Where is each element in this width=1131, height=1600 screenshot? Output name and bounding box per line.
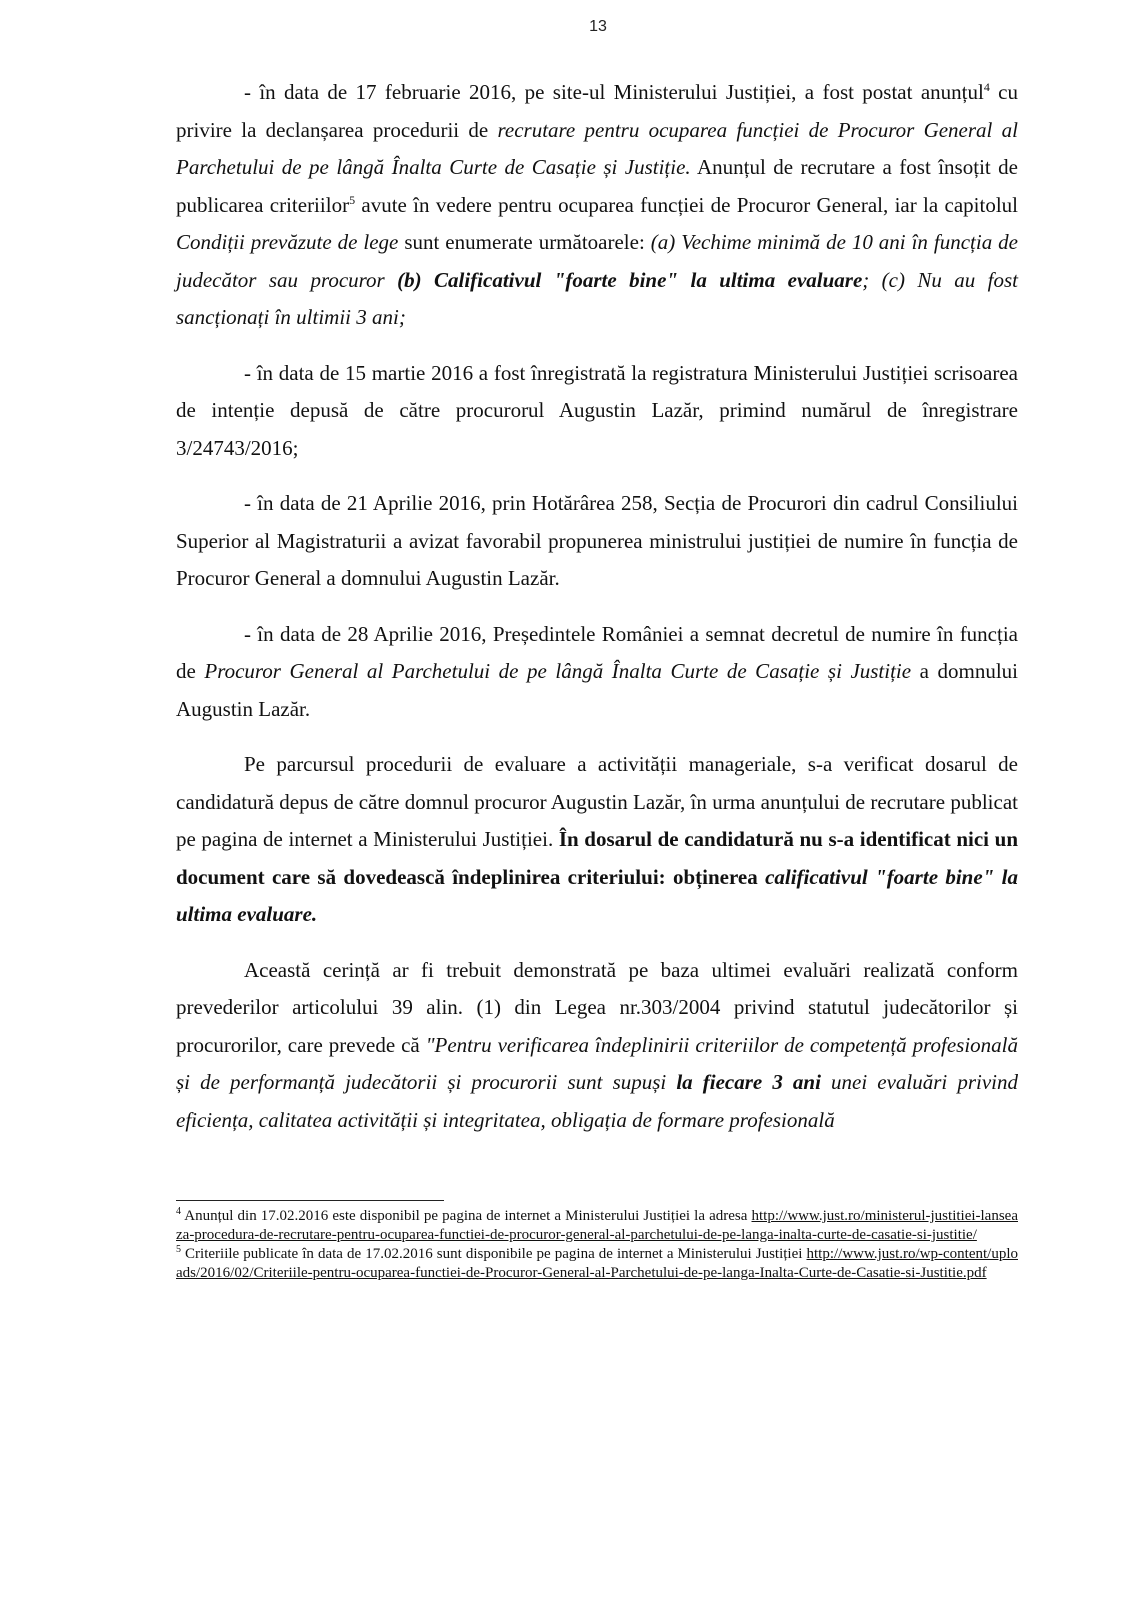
document-body	[176, 74, 1018, 1157]
paragraph-announcement: - în data de 17 februarie 2016, pe site-ul Ministerului Justiției, a fost postat anunțul$^4$ cu privire la declanșarea procedurii de recrutare pentru ocuparea funcției de Procuror General al Parchetului de pe lângă Înalta Curte de Casație și Justiție. Anunțul de recrutare a fost însoțit de publicarea criteriilor$^5$ avute în vedere pentru ocuparea funcției de Procuror General, iar la capitolul Condiții prevăzute de lege sunt enumerate următoarele: (a) Vechime minimă de 10 ani în funcția de judecător sau procuror (b) Calificativul "foarte bine" la ultima evaluare; (c) Nu au fost sancționați în ultimii 3 ani;	[176, 80, 1019, 329]
page-number: 13	[589, 18, 607, 35]
footnote-separator	[176, 1200, 444, 1201]
footnote-4-link[interactable]: http://www.just.ro/ministerul-justitiei-lanseaza-procedura-de-recrutare-pentru-ocuparea-functiei-de-procuror-general-al-parchetului-de-pe-langa-inalta-curte-de-casatie-si-justitie/	[176, 1208, 1018, 1243]
paragraph-dossier-verification: Pe parcursul procedurii de evaluare a activității manageriale, s-a verificat dosarul de candidatură depus de către domnul procuror Augustin Lazăr, în urma anunțului de recrutare publicat pe pagina de internet a Ministerului Justiției. În dosarul de candidatură nu s-a identificat nici un document care să dovedească îndeplinirea criteriului: obținerea calificativul "foarte bine" la ultima evaluare.	[176, 752, 1018, 926]
paragraph-presidential-decree: - în data de 28 Aprilie 2016, Președintele României a semnat decretul de numire în funcția de Procuror General al Parchetului de pe lângă Înalta Curte de Casație și Justiție a domnului Augustin Lazăr.	[176, 621, 1018, 721]
footnote-ref-5[interactable]: 5	[349, 192, 356, 207]
footnote-5: $^5$ Criteriile publicate în data de 17.02.2016 sunt disponibile pe pagina de internet a Ministerului Justiției http://www.just.ro/wp-content/uploads/2016/02/Criteriile-pentru-ocuparea-functiei-de-Procuror-General-al-Parchetului-de-pe-langa-Inalta-Curte-de-Casatie-si-Justitie.pdf	[176, 1244, 1018, 1281]
paragraph-csm-decision: - în data de 21 Aprilie 2016, prin Hotărârea 258, Secția de Procurori din cadrul Consiliului Superior al Magistraturii a avizat favorabil propunerea ministrului justiției de numire în funcția de Procuror General a domnului Augustin Lazăr.	[176, 491, 1018, 590]
footnote-4: $^4$ Anunțul din 17.02.2016 este disponibil pe pagina de internet a Ministerului Justiției la adresa http://www.just.ro/ministerul-justitiei-lanseaza-procedura-de-recrutare-pentru-ocuparea-functiei-de-procuror-general-al-parchetului-de-pe-langa-inalta-curte-de-casatie-si-justitie/	[176, 1206, 1018, 1243]
paragraph-legal-requirement: Această cerință ar fi trebuit demonstrată pe baza ultimei evaluări realizată conform prevederilor articolului 39 alin. (1) din Legea nr.303/2004 privind statutul judecătorilor și procurorilor, care prevede că "Pentru verificarea îndeplinirii criteriilor de competență profesională și de performanță judecătorii și procurorii sunt supuși la fiecare 3 ani unei evaluări privind eficiența, calitatea activității și integritatea, obligația de formare profesională	[176, 957, 1019, 1132]
paragraph-intention-letter: - în data de 15 martie 2016 a fost înregistrată la registratura Ministerului Justiției scrisoarea de intenție depusă de către procurorul Augustin Lazăr, primind numărul de înregistrare 3/24743/2016;	[176, 360, 1018, 460]
footnote-5-link[interactable]: http://www.just.ro/wp-content/uploads/2016/02/Criteriile-pentru-ocuparea-functiei-de-Procuror-General-al-Parchetului-de-pe-langa-Inalta-Curte-de-Casatie-si-Justitie.pdf	[176, 1246, 1018, 1281]
footnote-ref-4[interactable]: 4	[983, 80, 990, 94]
footnotes	[176, 1207, 1018, 1283]
